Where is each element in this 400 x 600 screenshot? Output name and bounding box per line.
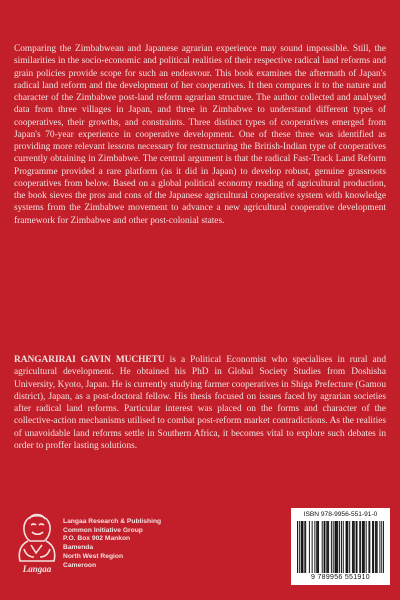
barcode-bar xyxy=(376,521,377,573)
barcode-bar xyxy=(314,521,315,573)
barcode-bar xyxy=(381,521,382,573)
author-bio xyxy=(14,354,386,452)
barcode-bar xyxy=(337,521,338,573)
barcode-bar xyxy=(341,521,342,573)
barcode-bar xyxy=(373,521,374,573)
barcode-bar xyxy=(299,521,300,573)
barcode-bar xyxy=(360,521,361,573)
barcode-bar xyxy=(326,521,327,573)
barcode-bar xyxy=(377,521,378,573)
barcode-bar xyxy=(379,521,380,573)
barcode-bar xyxy=(324,521,325,573)
barcode-bar xyxy=(364,521,365,573)
barcode-bars xyxy=(297,521,384,573)
publisher-line: P.O. Box 902 Mankon xyxy=(63,535,131,543)
barcode-bar xyxy=(309,521,310,573)
barcode-bar xyxy=(324,521,325,573)
barcode-bar xyxy=(327,521,328,573)
barcode-digits: 9 789956 551910 xyxy=(311,574,370,581)
barcode-bar xyxy=(383,521,384,573)
barcode-bar xyxy=(353,521,354,573)
publisher-logo-text: Langaa xyxy=(22,564,52,574)
barcode-bar xyxy=(354,521,355,573)
barcode-bar xyxy=(372,521,373,573)
barcode-bar xyxy=(304,521,305,573)
barcode-bar xyxy=(312,521,313,573)
publisher-logo xyxy=(14,511,60,575)
barcode-bar xyxy=(357,521,358,573)
barcode-bar xyxy=(343,521,344,573)
publisher-line: Common Initiative Group xyxy=(63,526,143,534)
barcode-bar xyxy=(301,521,302,573)
barcode-bar xyxy=(305,521,306,573)
barcode-bar xyxy=(302,521,303,573)
barcode-bar xyxy=(359,521,360,573)
isbn-barcode xyxy=(291,508,390,585)
barcode-bar xyxy=(356,521,357,573)
publisher-address xyxy=(63,518,161,570)
publisher-line: Cameroon xyxy=(63,561,97,569)
publisher-line: Bamenda xyxy=(63,544,94,552)
barcode-bar xyxy=(335,521,336,573)
publisher-line: Langaa Research & Publishing xyxy=(63,518,162,525)
barcode-bar xyxy=(349,521,350,573)
barcode-bar xyxy=(369,521,370,573)
barcode-bar xyxy=(346,521,347,573)
barcode-bar xyxy=(302,521,303,573)
book-blurb: Comparing the Zimbabwean and Japanese agrarian experience may sound impossible. Still, the similarities in the socio-economic and political realities of their respective radical land reforms and grain policies provide scope for such an endeavour. This book examines the aftermath of Japan's radical land reform and the development of her cooperatives. It then compares it to the nature and character of the Zimbabwe post-land reform agrarian structure. The author collected and analysed data from three villages in Japan, and three in Zimbabwe to understand different types of cooperatives, their growths, and constraints. Three distinct types of cooperatives emerged from Japan's 70-year experience in cooperative development. One of these three was identified as providing more relevant lessons necessary for restructuring the British-Indian type of cooperatives currently obtaining in Zimbabwe. The central argument is that the radical Fast-Track Land Reform Programme provided a rare platform (as it did in Japan) to develop robust, genuine grassroots cooperatives from below. Based on a global political economy reading of agricultural production, the book sieves the pros and cons of the Japanese agricultural cooperative system with knowledge systems from the Zimbabwe movement to advance a new agricultural cooperative development framework for Zimbabwe and other post-colonial states. xyxy=(14,44,386,226)
barcode-bar xyxy=(362,521,363,573)
barcode-bar xyxy=(331,521,332,573)
barcode-bar xyxy=(328,521,329,573)
barcode-bar xyxy=(352,521,353,573)
barcode-bar xyxy=(297,521,298,573)
barcode-bar xyxy=(366,521,367,573)
barcode-bar xyxy=(339,521,340,573)
barcode-bar xyxy=(347,521,348,573)
publisher-line: North West Region xyxy=(63,552,124,560)
author-bio-text: is a Political Economist who specialises in rural and agricultural development. He obtained his PhD in Global Society Studies from Doshisha University, Kyoto, Japan. He is currently studying farmer cooperatives in Shiga Prefecture (Gamou district), Japan, as a post-doctoral fellow. His thesis focused on issues faced by agrarian societies after radical land reforms. Particular interest was placed on the forms and character of the collective-action mechanisms utilised to combat post-reform market contradictions. As the realities of unavoidable land reforms settle in Southern Africa, it becomes vital to explore such debates in order to proffer lasting solutions. xyxy=(14,355,386,451)
barcode-bar xyxy=(335,521,336,573)
barcode-bar xyxy=(346,521,347,573)
barcode-bar xyxy=(363,521,364,573)
barcode-bar xyxy=(318,521,319,573)
barcode-bar xyxy=(368,521,369,573)
barcode-bar xyxy=(375,521,376,573)
barcode-bar xyxy=(322,521,323,573)
barcode-bar xyxy=(316,521,317,573)
author-name: RANGARIRAI GAVIN MUCHETU xyxy=(14,355,165,365)
isbn-label: ISBN 978-9956-551-91-0 xyxy=(303,511,378,518)
barcode-bar xyxy=(317,521,318,573)
barcode-bar xyxy=(336,521,337,573)
barcode-bar xyxy=(333,521,334,573)
